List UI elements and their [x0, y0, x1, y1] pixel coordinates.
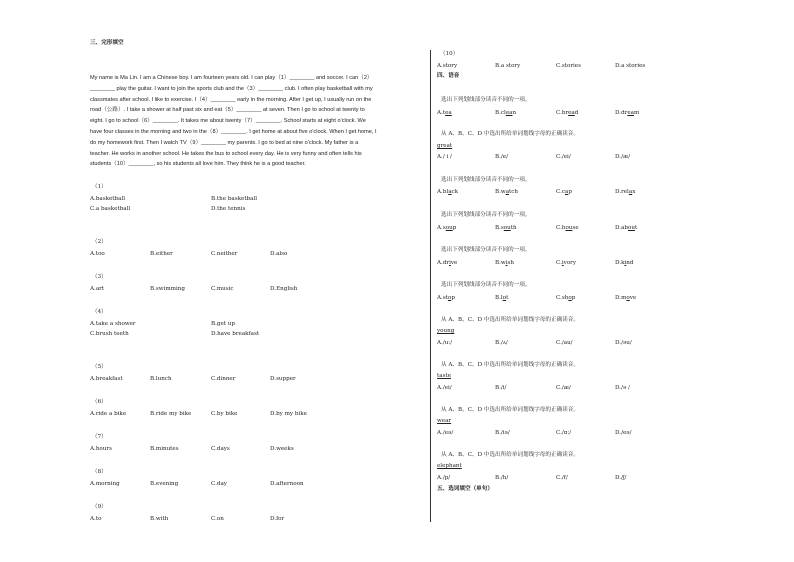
option-d[interactable]: D.move	[615, 295, 637, 301]
option-a[interactable]: A.art	[90, 286, 105, 292]
question-number: （2）	[92, 239, 107, 245]
option-d[interactable]: D./əu/	[615, 340, 632, 346]
given-word: elephant	[437, 463, 462, 469]
passage-line: teacher. He works in another school. He takes the bus to school every day. He is very funny and often tells his	[90, 150, 362, 157]
option-a[interactable]: A.basketball	[90, 196, 126, 202]
option-c[interactable]: C.neither	[211, 251, 238, 257]
option-d[interactable]: D.English	[270, 286, 298, 292]
question-prompt: 选出下列划线部分读音不同的一项。	[441, 212, 531, 218]
option-a[interactable]: A.drive	[437, 260, 458, 266]
question-prompt: 从 A、B、C、D 中选出所给单词划线字母的正确读音。	[441, 407, 579, 413]
option-d[interactable]: D./ə /	[615, 385, 630, 391]
option-a[interactable]: A./ i /	[437, 154, 452, 160]
option-c[interactable]: C./ɑ:/	[556, 430, 572, 436]
passage-line: have four classes in the morning and two in the（8）________. I get home at about five o'clock. When I get home, I	[90, 128, 377, 135]
cloze-passage	[90, 73, 430, 170]
option-c[interactable]: C.shop	[556, 295, 576, 301]
option-d[interactable]: D.supper	[270, 376, 296, 382]
option-b[interactable]: B.either	[150, 251, 173, 257]
option-a[interactable]: A.breakfast	[90, 376, 123, 382]
option-c[interactable]: C.cap	[556, 189, 572, 195]
option-b[interactable]: B.lot	[495, 295, 509, 301]
option-a[interactable]: A.morning	[90, 481, 120, 487]
option-c[interactable]: C.ivory	[556, 260, 577, 266]
question-number: （1）	[92, 184, 107, 190]
option-d[interactable]: D.afternoon	[270, 481, 304, 487]
passage-line: road（公路）. I take a shower at half past six and eat（5）________ at seven. Then I go to school at twenty to	[90, 107, 365, 114]
option-b[interactable]: B./e/	[495, 154, 508, 160]
option-d[interactable]: D.kind	[615, 260, 634, 266]
option-b[interactable]: B.swimming	[150, 286, 185, 292]
option-b[interactable]: B.with	[150, 516, 169, 522]
option-d[interactable]: D.by my bike	[270, 411, 307, 417]
option-c[interactable]: C./f/	[556, 475, 568, 481]
question-number: （6）	[92, 399, 107, 405]
option-d[interactable]: D.weeks	[270, 446, 294, 452]
question-number: （4）	[92, 309, 107, 315]
question-prompt: 从 A、B、C、D 中选出所给单词划线字母的正确读音。	[441, 317, 579, 323]
option-b[interactable]: B.lunch	[150, 376, 172, 382]
option-c[interactable]: C./au/	[556, 340, 573, 346]
option-a[interactable]: A.tea	[437, 110, 452, 116]
given-word: young	[437, 328, 455, 334]
option-a[interactable]: A.take a shower	[90, 321, 136, 327]
option-a[interactable]: A.ride a bike	[90, 411, 127, 417]
option-c[interactable]: C.by bike	[211, 411, 238, 417]
option-c[interactable]: C.bread	[556, 110, 579, 116]
option-a[interactable]: A.stop	[437, 295, 455, 301]
option-d[interactable]: D.for	[270, 516, 285, 522]
option-c[interactable]: C.brush teeth	[90, 331, 129, 337]
question-prompt: 从 A、B、C、D 中选出所给单词划线字母的正确读音。	[441, 131, 579, 137]
option-d[interactable]: D.about	[615, 225, 638, 231]
question-prompt: 选出下列划线部分读音不同的一项。	[441, 247, 531, 253]
option-a[interactable]: A./u:/	[437, 340, 453, 346]
option-c[interactable]: C.music	[211, 286, 234, 292]
option-d[interactable]: D./ʃ/	[615, 475, 627, 481]
option-c[interactable]: C.day	[211, 481, 227, 487]
question-number: （5）	[92, 364, 107, 370]
option-b[interactable]: B./iə/	[495, 430, 510, 436]
passage-line: My name is Ma Lin. I am a Chinese boy. I am fourteen years old. I can play（1）________ and soccer. I can（2）	[90, 75, 373, 81]
option-c[interactable]: C.a basketball	[90, 206, 131, 212]
option-a[interactable]: A.hours	[90, 446, 112, 452]
option-d[interactable]: D.have breakfast	[211, 331, 260, 337]
option-a[interactable]: A./p/	[437, 475, 451, 481]
option-b[interactable]: B.minutes	[150, 446, 179, 452]
option-b[interactable]: B./i/	[495, 385, 507, 391]
option-a[interactable]: A.too	[90, 251, 105, 257]
question-number: （7）	[92, 434, 107, 440]
option-b[interactable]: B.evening	[150, 481, 179, 487]
option-d[interactable]: D./æ/	[615, 154, 631, 160]
passage-line: ________ play the guitar. I want to join the sports club and the（3）________ club. I often play basketball with my	[90, 85, 373, 92]
question-prompt: 选出下列划线部分读音不同的一项。	[441, 97, 531, 103]
section-four-title: 四、语音	[437, 73, 460, 79]
option-b[interactable]: B./ʌ/	[495, 340, 508, 346]
option-c[interactable]: C./ei/	[556, 154, 571, 160]
option-b[interactable]: B.a story	[495, 63, 521, 69]
question-prompt: 从 A、B、C、D 中选出所给单词划线字母的正确读音。	[441, 362, 579, 368]
question-number: （9）	[92, 504, 107, 510]
option-d[interactable]: D.a stories	[615, 63, 646, 69]
option-b[interactable]: B.clean	[495, 110, 517, 116]
section-three-title: 三、完形填空	[90, 40, 124, 46]
passage-line: students（10）________, so his students all love him. They think he is a good teacher.	[90, 161, 306, 168]
option-b[interactable]: B.wish	[495, 260, 514, 266]
option-a[interactable]: A./ei/	[437, 385, 452, 391]
option-c[interactable]: C.days	[211, 446, 230, 452]
option-a[interactable]: A.soup	[437, 225, 457, 231]
option-b[interactable]: B.watch	[495, 189, 519, 195]
option-d[interactable]: D.relax	[615, 189, 636, 195]
option-b[interactable]: B.get up	[211, 321, 235, 327]
option-a[interactable]: A./eə/	[437, 430, 454, 436]
section-five-title: 五、选词填空（单句）	[437, 486, 493, 492]
passage-line: do my homework first. Then I watch TV（9）________ my parents. I go to bed at nine o'clock. My father is a	[90, 139, 359, 146]
question-prompt: 选出下列划线部分读音不同的一项。	[441, 282, 531, 288]
question-number: （8）	[92, 469, 107, 475]
question-prompt: 从 A、B、C、D 中选出所给单词划线字母的正确读音。	[441, 452, 579, 458]
question-number: （10）	[440, 51, 459, 57]
option-c[interactable]: C.dinner	[211, 376, 236, 382]
given-word: wear	[437, 418, 452, 424]
option-d[interactable]: D.also	[270, 251, 288, 257]
option-b[interactable]: B.the basketball	[211, 196, 258, 202]
passage-line: eight. I go to school（6）________. It takes me about twenty（7）________. School starts at eight o'clock. We	[90, 118, 366, 125]
question-prompt: 选出下列划线部分读音不同的一项。	[441, 177, 531, 183]
column-divider	[430, 50, 431, 522]
option-a[interactable]: A.story	[437, 63, 458, 69]
option-a[interactable]: A.black	[437, 189, 459, 195]
option-b[interactable]: B./h/	[495, 475, 509, 481]
option-d[interactable]: D./eə/	[615, 430, 632, 436]
option-b[interactable]: B.south	[495, 225, 517, 231]
option-d[interactable]: D.dream	[615, 110, 640, 116]
given-word: taste	[437, 373, 452, 379]
option-a[interactable]: A.to	[90, 516, 102, 522]
question-number: （3）	[92, 274, 107, 280]
option-c[interactable]: C.on	[211, 516, 224, 522]
option-c[interactable]: C./æ/	[556, 385, 571, 391]
option-c[interactable]: C.stories	[556, 63, 581, 69]
option-c[interactable]: C.house	[556, 225, 579, 231]
passage-line: classmates after school. I like to exercise. I（4）________ early in the morning. After I get up, I usually run on the	[90, 96, 372, 103]
given-word: great	[437, 143, 453, 149]
option-b[interactable]: B.ride my bike	[150, 411, 192, 417]
option-d[interactable]: D.the tennis	[211, 206, 246, 212]
